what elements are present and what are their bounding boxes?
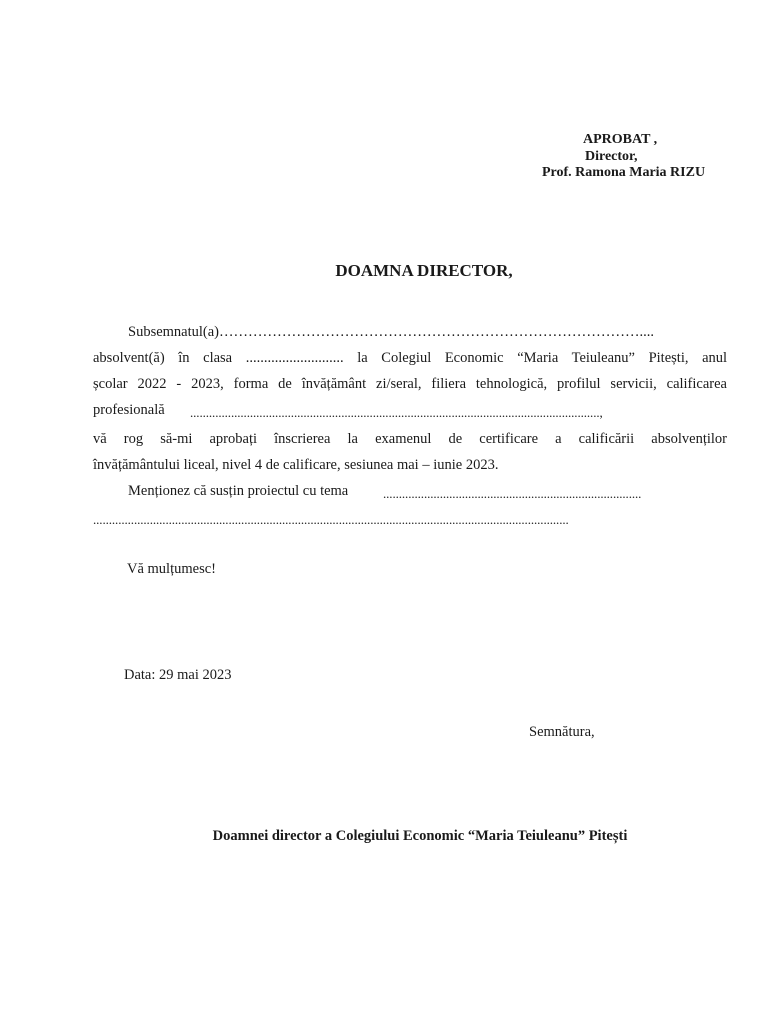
subsemnatul-label: Subsemnatul(a)	[128, 324, 220, 340]
addressee-footer: Doamnei director a Colegiului Economic “Maria Teiuleanu” Pitești	[212, 828, 628, 844]
project-theme-blank: ..................................................................................	[383, 486, 642, 501]
subsemnatul-line	[128, 323, 654, 341]
request-line-1: vă rog să-mi aprobați înscrierea la examenul de certificare a calificării absolvenților	[93, 431, 727, 447]
project-theme-continuation: .......................................................................................................................................................	[93, 512, 569, 527]
absolvent-line	[93, 349, 727, 367]
approval-label: APROBAT ,	[583, 132, 658, 147]
date-text: Data: 29 mai 2023	[124, 667, 232, 683]
qualification-blank: ..................................................................................................................................,	[190, 405, 603, 420]
class-blank: ...........................	[245, 350, 344, 366]
profesionala-line	[93, 401, 165, 419]
mentionez-label: Menționez că susțin proiectul cu tema	[128, 483, 349, 499]
name-blank: ……………………………………………………………………………....	[219, 324, 655, 340]
absolvent-label: absolvent(ă) în clasa	[93, 350, 233, 366]
signature-label: Semnătura,	[529, 724, 595, 740]
school-year-line: școlar 2022 - 2023, forma de învățământ zi/seral, filiera tehnologică, profilul servicii, calificarea	[93, 376, 727, 392]
college-text: la Colegiul Economic “Maria Teiuleanu” Pitești, anul	[357, 350, 728, 366]
thanks-text: Vă mulțumesc!	[127, 561, 216, 577]
request-line-2: învățământului liceal, nivel 4 de calificare, sesiunea mai – iunie 2023.	[93, 457, 499, 473]
document-title: DOAMNA DIRECTOR,	[335, 261, 513, 280]
profesionala-label: profesională	[93, 402, 165, 418]
approval-name: Prof. Ramona Maria RIZU	[542, 165, 706, 180]
mentionez-line	[128, 482, 348, 500]
approval-role: Director,	[585, 149, 638, 164]
